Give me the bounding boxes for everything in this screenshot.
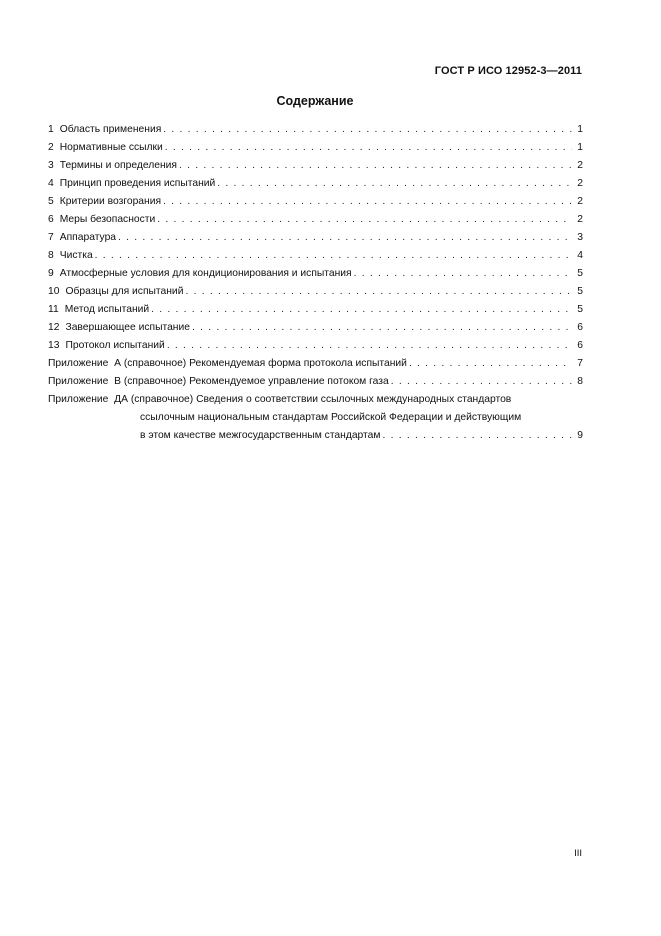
toc-entry-page: 6 bbox=[577, 322, 583, 333]
toc-entry-label: Область применения bbox=[59, 124, 162, 135]
toc-entry[interactable] bbox=[48, 265, 583, 283]
annex-label-line1: Сведения о соответствии ссылочных международных стандартов bbox=[196, 394, 512, 405]
toc-entry[interactable] bbox=[48, 121, 583, 139]
toc-entry[interactable] bbox=[48, 229, 583, 247]
table-of-contents bbox=[48, 121, 583, 445]
toc-entry-label: Образцы для испытаний bbox=[65, 286, 184, 297]
annex-label-line3-row bbox=[140, 427, 583, 445]
toc-entry[interactable] bbox=[48, 319, 583, 337]
toc-entry[interactable] bbox=[48, 211, 583, 229]
toc-entry-label: Протокол испытаний bbox=[65, 340, 165, 351]
toc-entry[interactable] bbox=[48, 193, 583, 211]
dot-leader bbox=[179, 157, 572, 175]
toc-entry-page: 5 bbox=[577, 304, 583, 315]
toc-entry[interactable] bbox=[48, 337, 583, 355]
toc-entry-number: 12 bbox=[48, 322, 60, 333]
toc-entry-page: 2 bbox=[577, 178, 583, 189]
toc-entry-number: 7 bbox=[48, 232, 54, 243]
annex-prefix: Приложение ДА (справочное) bbox=[48, 394, 197, 405]
toc-entry-page: 2 bbox=[577, 196, 583, 207]
toc-entry-number: 6 bbox=[48, 214, 54, 225]
annex-label-line2: ссылочным национальным стандартам Российской Федерации и действующим bbox=[140, 412, 522, 423]
toc-entry[interactable] bbox=[48, 247, 583, 265]
toc-entry-page: 6 bbox=[577, 340, 583, 351]
dot-leader bbox=[95, 247, 572, 265]
dot-leader bbox=[354, 265, 572, 283]
toc-entry-number: 1 bbox=[48, 124, 54, 135]
annex-label: Рекомендуемая форма протокола испытаний bbox=[189, 358, 407, 369]
toc-entry-page: 2 bbox=[577, 214, 583, 225]
annex-label-line3: в этом качестве межгосударственным стандартам bbox=[140, 430, 381, 441]
dot-leader bbox=[163, 193, 572, 211]
toc-entry-page: 5 bbox=[577, 286, 583, 297]
toc-annex-entry-da[interactable] bbox=[48, 391, 583, 445]
toc-entry[interactable] bbox=[48, 175, 583, 193]
toc-entry-number: 8 bbox=[48, 250, 54, 261]
toc-entry-number: 2 bbox=[48, 142, 54, 153]
dot-leader bbox=[163, 121, 572, 139]
toc-entry-number: 4 bbox=[48, 178, 54, 189]
toc-entry-label: Аппаратура bbox=[59, 232, 117, 243]
toc-entry-label: Завершающее испытание bbox=[65, 322, 190, 333]
toc-entry[interactable] bbox=[48, 301, 583, 319]
dot-leader bbox=[167, 337, 572, 355]
toc-entry-label: Атмосферные условия для кондиционирования и испытания bbox=[59, 268, 352, 279]
toc-entry-label: Метод испытаний bbox=[64, 304, 150, 315]
toc-entry-page: 5 bbox=[577, 268, 583, 279]
dot-leader bbox=[391, 373, 572, 391]
toc-entry-number: 13 bbox=[48, 340, 60, 351]
dot-leader bbox=[151, 301, 572, 319]
toc-annex-entry[interactable] bbox=[48, 373, 583, 391]
dot-leader bbox=[165, 139, 572, 157]
toc-entry-page: 3 bbox=[577, 232, 583, 243]
dot-leader bbox=[382, 427, 572, 445]
toc-entry-label: Меры безопасности bbox=[59, 214, 156, 225]
dot-leader bbox=[118, 229, 572, 247]
dot-leader bbox=[192, 319, 572, 337]
dot-leader bbox=[217, 175, 572, 193]
toc-entry-number: 11 bbox=[48, 304, 59, 315]
annex-page: 7 bbox=[577, 358, 583, 369]
toc-entry-label: Термины и определения bbox=[59, 160, 177, 171]
toc-annex-entry[interactable] bbox=[48, 355, 583, 373]
dot-leader bbox=[185, 283, 572, 301]
toc-entry-page: 4 bbox=[577, 250, 583, 261]
toc-entry-label: Принцип проведения испытаний bbox=[59, 178, 216, 189]
toc-entry-number: 5 bbox=[48, 196, 54, 207]
toc-title: Содержание bbox=[276, 94, 354, 108]
annex-page: 9 bbox=[577, 430, 583, 441]
toc-entry-label: Критерии возгорания bbox=[59, 196, 162, 207]
annex-prefix: Приложение В (справочное) bbox=[48, 376, 190, 387]
toc-entry-page: 2 bbox=[577, 160, 583, 171]
dot-leader bbox=[157, 211, 572, 229]
toc-entry[interactable] bbox=[48, 283, 583, 301]
toc-entry-page: 1 bbox=[577, 124, 583, 135]
toc-entry[interactable] bbox=[48, 157, 583, 175]
annex-prefix: Приложение А (справочное) bbox=[48, 358, 190, 369]
dot-leader bbox=[409, 355, 572, 373]
toc-entry-label: Нормативные ссылки bbox=[59, 142, 163, 153]
toc-entry-number: 9 bbox=[48, 268, 54, 279]
document-code: ГОСТ Р ИСО 12952-3—2011 bbox=[434, 65, 582, 77]
page-number: III bbox=[574, 848, 582, 859]
annex-label: Рекомендуемое управление потоком газа bbox=[189, 376, 389, 387]
annex-page: 8 bbox=[577, 376, 583, 387]
toc-entry-label: Чистка bbox=[59, 250, 93, 261]
toc-entry[interactable] bbox=[48, 139, 583, 157]
toc-entry-page: 1 bbox=[577, 142, 583, 153]
toc-entry-number: 3 bbox=[48, 160, 54, 171]
toc-entry-number: 10 bbox=[48, 286, 60, 297]
